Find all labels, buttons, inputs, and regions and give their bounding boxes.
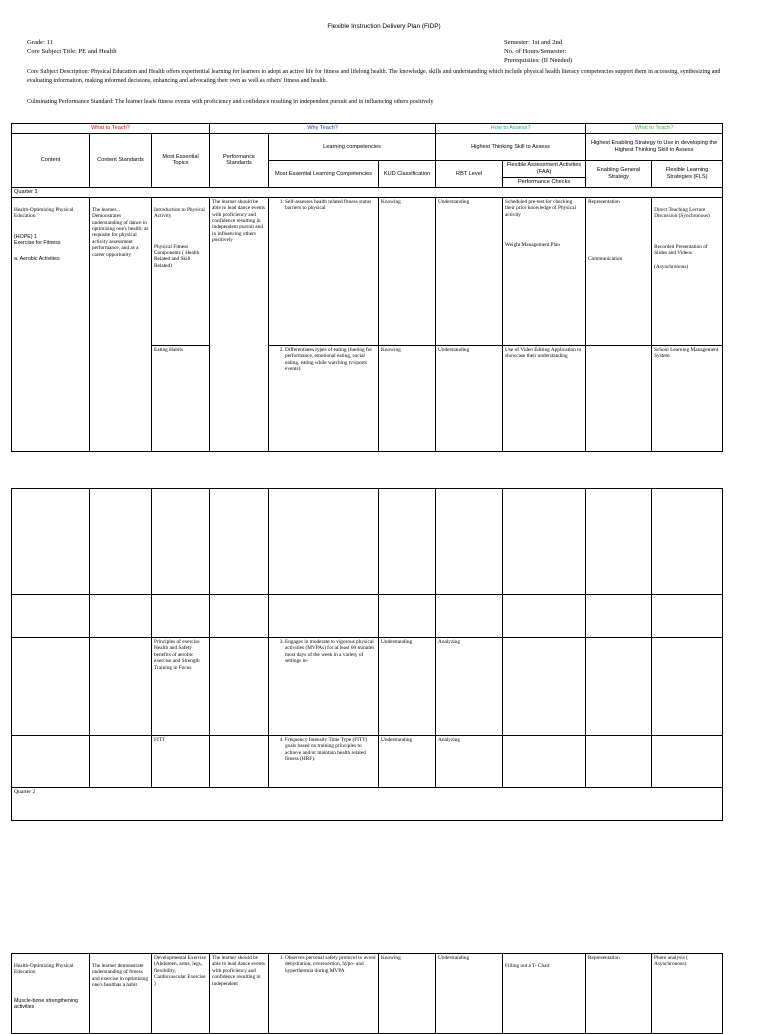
q1-faa-1-cell: [503, 197, 586, 345]
header-topics: Most Essential Topics: [152, 134, 210, 188]
hours-label: No. of Hours/Semester:: [504, 48, 567, 55]
header-highest-enabling: Highest Enabling Strategy to Use in developing the Highest Thinking Skill to Assess: [586, 134, 723, 161]
culminating-standard: Culminating Performance Standard: The learner leads fitness events with proficiency and confidence resulting in independent pursuit and in influencing others positively: [27, 99, 434, 105]
q1-fls-1b: Recorded Presentation of Slides and Videos: [654, 243, 708, 257]
q1-faa-1b: Weight Management Plan: [505, 242, 560, 249]
header-learning-competencies: Learning competencies: [269, 134, 436, 161]
q1-rbt-2: Understanding: [436, 345, 503, 451]
q2-performance: The learner should be able to lead dance events with proficiency and confidence resulting in independent: [210, 954, 269, 1034]
header-why-teach: Why Teach?: [210, 124, 436, 134]
q1-fls-1-cell: [652, 197, 723, 345]
header-what-to-teach: What to Teach?: [12, 124, 210, 134]
q1-melc-2: 2. Differentiates types of eating (fueling for performance, emotional eating, social eating, eating while watching tv/sports events): [285, 347, 376, 373]
header-highest-thinking: Highest Thinking Skill to Assess: [436, 134, 586, 161]
header-melc: Most Essential Learning Competencies: [269, 161, 379, 188]
t2-melc-3-cell: [269, 638, 379, 736]
header-content-standards: Content Standards: [90, 134, 152, 188]
header-performance-checks: Performance Checks: [503, 178, 586, 188]
fidp-table-continued: [11, 488, 723, 821]
q1-topic-1: Introduction to Physical Activity: [154, 206, 205, 220]
q1-fls-1c: (Asynchronous): [654, 264, 689, 271]
q1-egs-1-cell: [586, 197, 652, 345]
q1-egs-1: Representation: [588, 198, 620, 205]
t2-kud-4: Understanding: [379, 736, 436, 788]
t2-rbt-4: Analyzing: [436, 736, 503, 788]
core-subject-description: Core Subject Description: Physical Education and Health offers experiential learning for learners to adopt an active life for fitness and lifelong health. The knowledge, skills and understanding which include physical health literacy competencies support them in accessing, synthesizing and evaluating information, making informed decisions, enhancing and advocating their own as well as others' fitness and health.: [27, 69, 721, 84]
q2-content: Health-Optimizing Physical Education: [14, 963, 74, 976]
q1-content-standards: [90, 197, 152, 451]
q1-performance-standards: [210, 197, 269, 451]
q2-fls: Photo analysis ( Asynchronous): [652, 954, 723, 1034]
grade-label: Grade: 11: [27, 39, 53, 46]
q2-content-2: Muscle-bone strengthening activities: [14, 997, 78, 1011]
q1-kud-1: Knowing: [379, 197, 436, 345]
header-content: Content: [12, 134, 90, 188]
q2-melc-cell: [269, 954, 379, 1034]
header-what-to-teach-2: What to Teach?: [586, 124, 723, 134]
semester-label: Semester: 1st and 2nd: [504, 39, 563, 46]
q1-fls-1: Direct Teaching Lecture Discussion (Synchronous): [654, 206, 710, 220]
q1-faa-1: Scheduled pre-test for checking their prior knowledge of Physical activity: [505, 198, 576, 218]
q1-hope: (HOPE) 1: [14, 233, 37, 240]
header-rbt: RBT Level: [436, 161, 503, 188]
q2-melc: 1. Observes personal safety protocol to avoid dehydration, overexertion, hypo- and hyperthermia during MVPA: [285, 955, 376, 974]
q1-topics-cell: [152, 197, 210, 345]
q1-performance-text: The learner should be able to lead dance events with proficiency and confidence resulting in independent pursuit and in influencing others positively: [212, 198, 265, 244]
header-egs: Enabling General Strategy: [586, 161, 652, 188]
q1-aerobic: a. Aerobic Activities: [14, 256, 60, 263]
t2-topic-3: Principles of exercise Health and Safety benefits of aerobic exercise and Strength Training in Focus: [152, 638, 210, 736]
q1-fls-2: School Learning Management System: [652, 345, 723, 451]
q2-rbt: Understanding: [436, 954, 503, 1034]
quarter-2-label: Quarter 2: [12, 788, 723, 821]
prerequisites-label: Prerequisites: (If Needed): [504, 57, 573, 64]
q1-content-cell: [12, 197, 90, 451]
q1-kud-2: Knowing: [379, 345, 436, 451]
q1-rbt-1: Understanding: [436, 197, 503, 345]
fidp-table-q2: [11, 953, 723, 1034]
q1-faa-2: Use of Video Editing Application to showcase their understanding: [503, 345, 586, 451]
header-fls: Flexible Learning Strategies (FLS): [652, 161, 723, 188]
t2-kud-3: Understanding: [379, 638, 436, 736]
t2-melc-3: 3. Engages in moderate to vigorous physical activities (MVPAs) for at least 60 minutes most days of the week in a variety of settings in-: [285, 639, 376, 665]
q1-topic-3: Eating Habits: [152, 345, 210, 451]
q1-melc-2-cell: [269, 345, 379, 451]
q2-standards-cell: [90, 954, 152, 1034]
header-kud: KUD Classification: [379, 161, 436, 188]
q1-egs-2: [586, 345, 652, 451]
fidp-table-q1: [11, 123, 723, 452]
q1-egs-1b: Communication: [588, 256, 623, 263]
q2-topic: Developmental Exercise (Abdomen, arms, legs, flexibility, Cardiovascular Exercise ): [152, 954, 210, 1034]
q1-content: Health-Optimizing Physical Education: [14, 206, 74, 220]
q1-exercise: Exercise for Fitness: [14, 240, 61, 247]
q2-faa: Filling out a T- Chart: [505, 963, 550, 969]
q2-content-cell: [12, 954, 90, 1034]
q2-kud: Knowing: [379, 954, 436, 1034]
q2-egs: Representation: [586, 954, 652, 1034]
q2-faa-cell: [503, 954, 586, 1034]
q2-standards: The learner demonstrate understanding of fitness and exercise in optimizing one's healthas a habit: [92, 963, 149, 989]
q1-topic-2: Physical Fitness Components ( Health Related and Skill Related): [154, 243, 200, 269]
header-performance-standards: Performance Standards: [210, 134, 269, 188]
t2-melc-4-cell: [269, 736, 379, 788]
t2-topic-4: FITT: [152, 736, 210, 788]
document-title: Flexible Instruction Delivery Plan (FIDP): [327, 23, 441, 30]
q1-melc-1-cell: [269, 197, 379, 345]
t2-rbt-3: Analyzing: [436, 638, 503, 736]
header-how-to-assess: How to Assess?: [436, 124, 586, 134]
header-faa: Flexible Assessment Activities (FAA): [503, 161, 586, 178]
q1-standards-text: The learner... Demonstrates understanding of dance in optimizing one's health; as requisite for physical activity assessment performance, and as a career opportunity: [92, 206, 149, 258]
q1-melc-1: 1. Self-assesses health related fitness status barriers to physical: [285, 199, 376, 212]
t2-melc-4: 4. Frequency Intensity Time Type (FITT) goals based on training principles to achieve and/or maintain health related fitness (HRF).: [285, 737, 376, 763]
core-subject-title: Core Subject Title: PE and Health: [27, 48, 117, 55]
quarter-1-label: Quarter 1: [12, 187, 723, 197]
